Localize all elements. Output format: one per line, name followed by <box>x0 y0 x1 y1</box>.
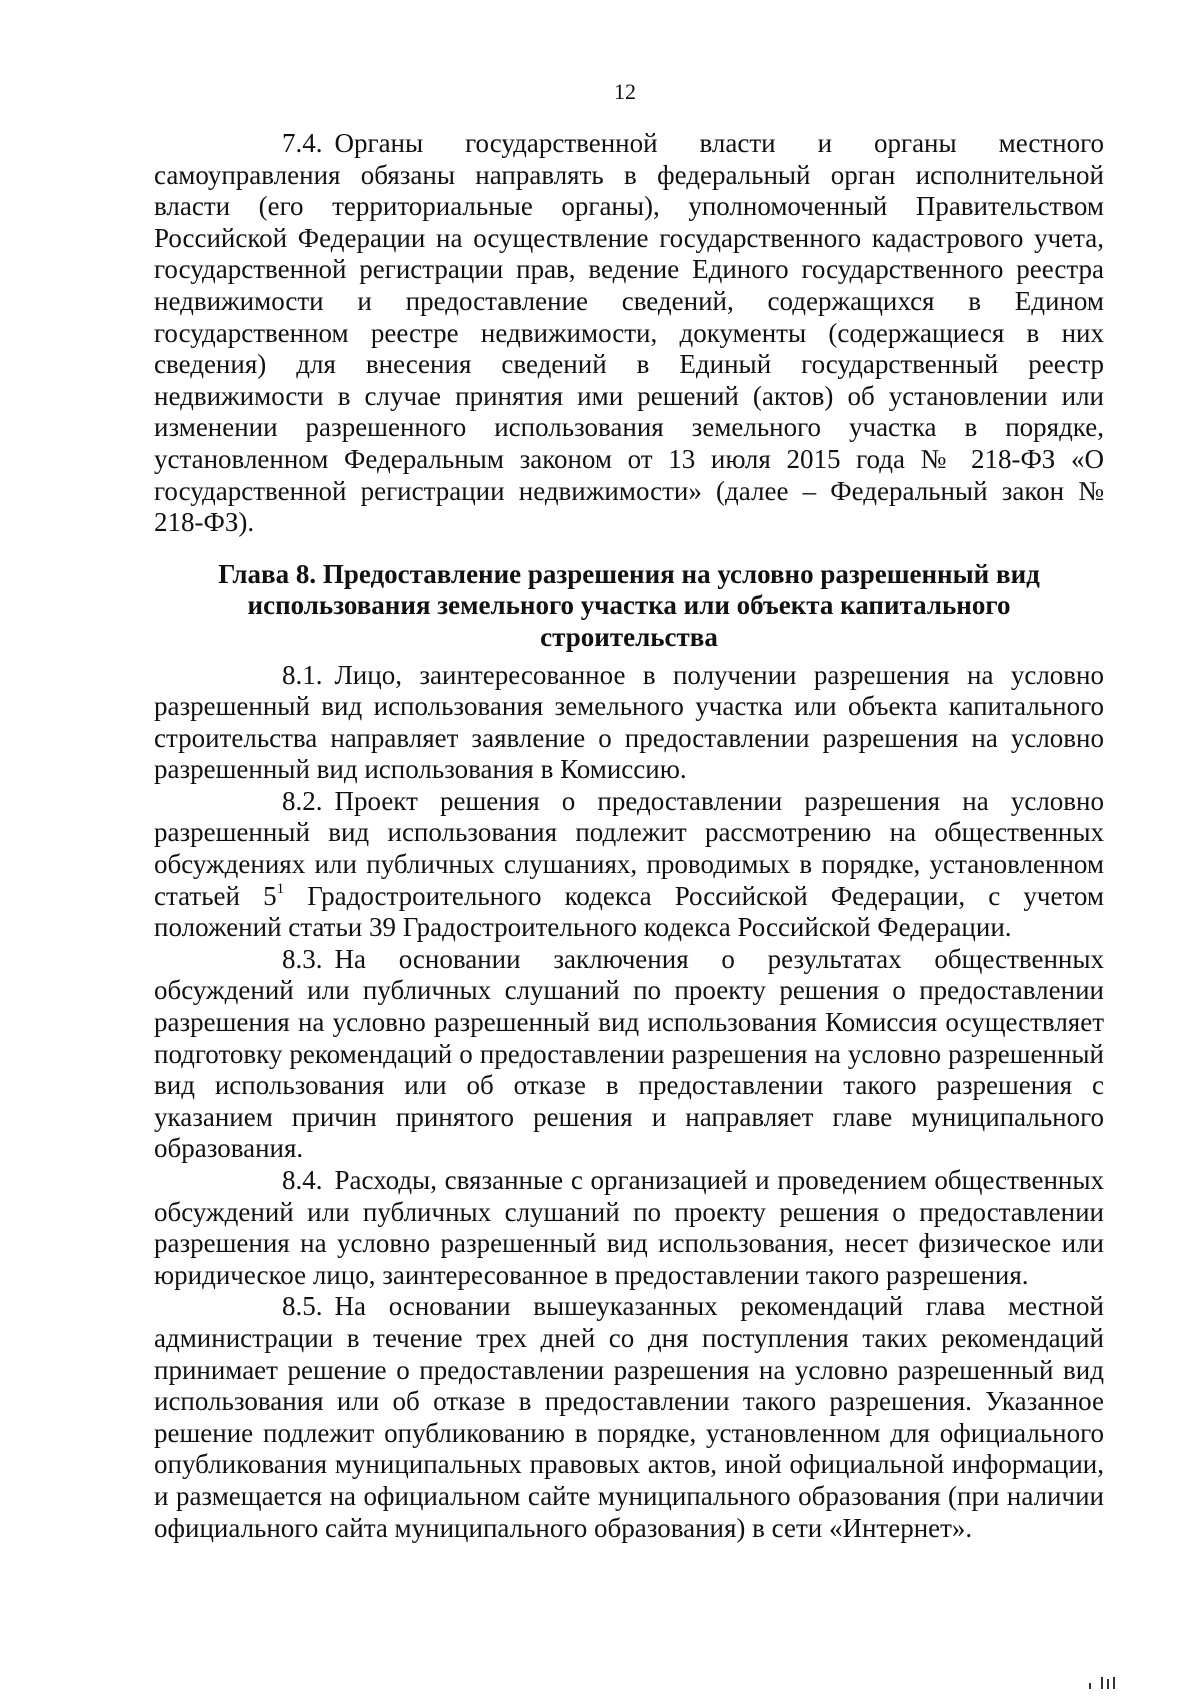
paragraph-8-3 <box>154 944 1104 1165</box>
paragraph-7-4 <box>154 128 1104 539</box>
paragraph-text: На основании вышеуказанных рекомендаций глава местной администрации в течение трех дней со дня поступления таких рекомендаций принимает решение о предоставлении разрешения на условно разрешенный вид использования или об отказе в предоставлении такого разрешения. Указанное решение подлежит опубликованию в порядке, установленном для официального опубликования муниципальных правовых актов, иной официальной информации, и размещается на официальном сайте муниципального образования (при наличии официального сайта муниципального образования) в сети «Интернет». <box>154 1291 1104 1543</box>
paragraph-8-2 <box>154 786 1104 944</box>
page-number: 12 <box>614 79 636 104</box>
paragraph-number: 8.4. <box>282 1165 323 1195</box>
document-body <box>154 128 1104 1544</box>
paragraph-number: 8.2. <box>282 785 323 816</box>
paragraph-text: Лицо, заинтересованное в получении разрешения на условно разрешенный вид использования земельного участка или объекта капитального строительства направляет заявление о предоставлении разрешения на условно разрешенный вид использования в Комиссию. <box>154 659 1104 785</box>
paragraph-text: На основании заключения о результатах общественных обсуждений или публичных слушаний по проекту решения о предоставлении разрешения на условно разрешенный вид использования Комиссия осуществляет подготовку рекомендаций о предоставлении разрешения на условно разрешенный вид использования или об отказе в предоставлении такого разрешения с указанием причин принятого решения и направляет главе муниципального образования. <box>154 943 1104 1164</box>
paragraph-number: 8.1. <box>282 659 323 690</box>
paragraph-8-4 <box>154 1165 1104 1291</box>
chapter-8-heading: Глава 8. Предоставление разрешения на условно разрешенный вид использования земельного участка или объекта капитального строительства <box>218 558 1040 652</box>
paragraph-text: Расходы, связанные с организацией и проведением общественных обсуждений или публичных слушаний по проекту решения о предоставлении разрешения на условно разрешенный вид использования, несет физическое или юридическое лицо, заинтересованное в предоставлении такого разрешения. <box>154 1165 1104 1290</box>
scan-artifact-mark <box>1085 1675 1125 1689</box>
superscript-index: 1 <box>276 880 285 897</box>
paragraph-8-1 <box>154 660 1104 786</box>
paragraph-text-continued: Градостроительного кодекса Российской Федерации, с учетом положений статьи 39 Градостроительного кодекса Российской Федерации. <box>154 880 1104 943</box>
paragraph-number: 8.3. <box>282 943 323 974</box>
paragraph-8-5 <box>154 1291 1104 1544</box>
paragraph-number: 8.5. <box>282 1291 323 1322</box>
paragraph-text: Органы государственной власти и органы местного самоуправления обязаны направлять в федеральный орган исполнительной власти (его территориальные органы), уполномоченный Правительством Российской Федерации на осуществление государственного кадастрового учета, государственной регистрации прав, ведение Единого государственного реестра недвижимости и предоставление сведений, содержащихся в Едином государственном реестре недвижимости, документы (содержащиеся в них сведения) для внесения сведений в Единый государственный реестр недвижимости в случае принятия ими решений (актов) об установлении или изменении разрешенного использования земельного участка в порядке, установленном Федеральным законом от 13 июля 2015 года № 218-ФЗ «О государственной регистрации недвижимости» (далее – Федеральный закон № 218-ФЗ). <box>154 128 1104 538</box>
paragraph-text: Проект решения о предоставлении разрешения на условно разрешенный вид использования подлежит рассмотрению на общественных обсуждениях или публичных слушаниях, проводимых в порядке, установленном статьей 5 <box>154 785 1104 911</box>
paragraph-number: 7.4. <box>282 128 323 158</box>
